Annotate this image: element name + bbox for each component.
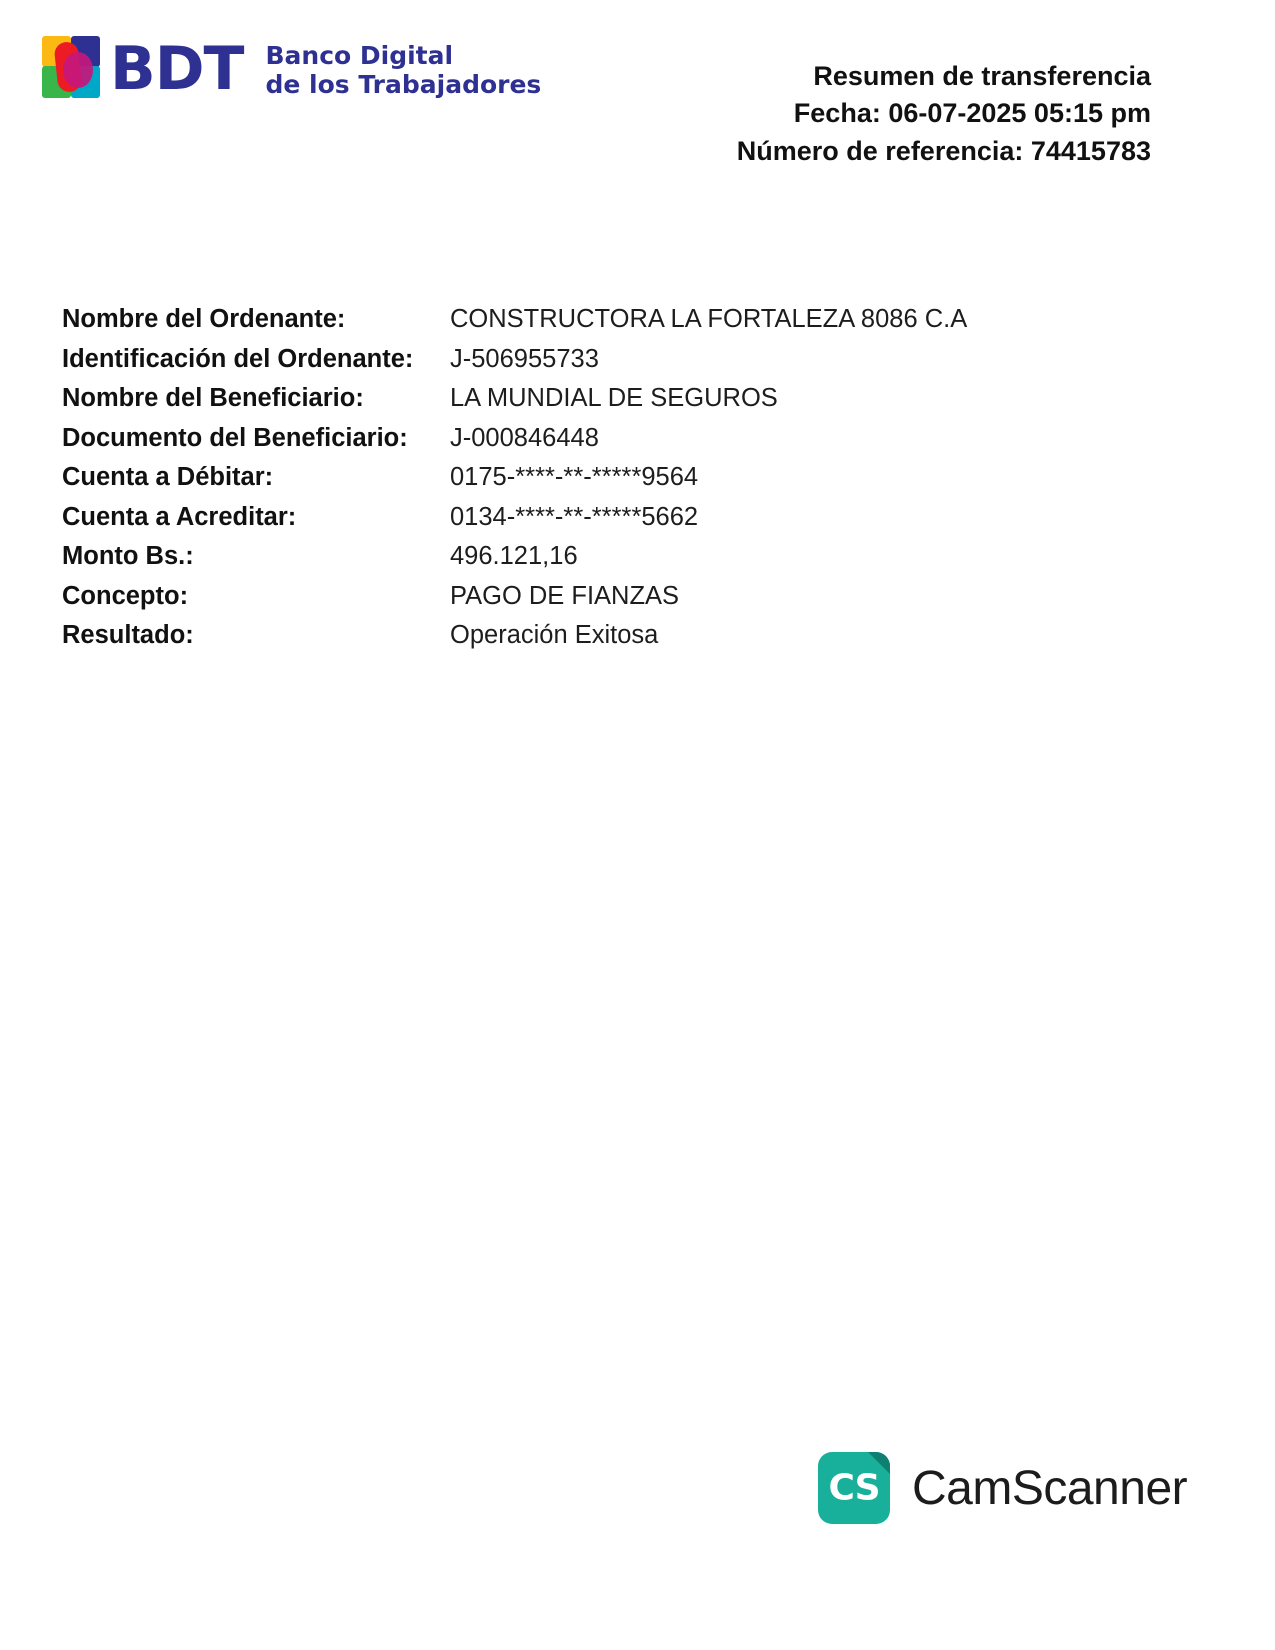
logo-acronym: BDT <box>110 34 244 104</box>
detail-value: 0134-****-**-*****5662 <box>450 502 699 531</box>
detail-row <box>62 305 1062 345</box>
detail-value: 0175-****-**-*****9564 <box>450 463 699 491</box>
detail-value: J-000846448 <box>450 423 599 452</box>
detail-label: Identificación del Ordenante: <box>62 344 414 373</box>
detail-value: Operación Exitosa <box>450 621 659 649</box>
detail-row <box>62 345 1062 385</box>
camscanner-watermark <box>818 1452 1187 1524</box>
logo-shape-magenta <box>63 52 93 88</box>
logo-bank-name-line2: de los Trabajadores <box>265 70 542 99</box>
detail-label: Concepto: <box>62 581 189 610</box>
detail-row <box>62 621 1062 661</box>
bdt-logo-icon <box>42 36 100 98</box>
transfer-details-list <box>62 305 1062 661</box>
detail-value: PAGO DE FIANZAS <box>450 581 680 610</box>
logo-bank-name-line1: Banco Digital <box>265 40 454 70</box>
detail-row <box>62 424 1062 464</box>
detail-row <box>62 582 1062 622</box>
detail-row <box>62 463 1062 503</box>
detail-value: LA MUNDIAL DE SEGUROS <box>450 384 778 412</box>
header-summary-block <box>737 58 1151 170</box>
document-header <box>0 28 1275 168</box>
detail-row <box>62 542 1062 582</box>
camscanner-icon-label: CS <box>828 1467 880 1509</box>
detail-value: CONSTRUCTORA LA FORTALEZA 8086 C.A <box>450 305 968 333</box>
page-title: Resumen de transferencia <box>813 61 1151 91</box>
bdt-logo <box>42 34 542 104</box>
detail-row <box>62 503 1062 543</box>
detail-label: Nombre del Beneficiario: <box>62 384 364 412</box>
detail-label: Resultado: <box>62 621 194 649</box>
detail-row <box>62 384 1062 424</box>
logo-bank-name <box>265 41 541 100</box>
detail-label: Nombre del Ordenante: <box>62 305 346 333</box>
detail-label: Cuenta a Acreditar: <box>62 502 297 531</box>
detail-label: Monto Bs.: <box>62 542 194 570</box>
camscanner-label: CamScanner <box>912 1461 1188 1515</box>
transfer-reference: Número de referencia: 74415783 <box>736 135 1151 166</box>
camscanner-icon <box>818 1452 890 1524</box>
detail-value: 496.121,16 <box>450 542 578 570</box>
detail-label: Documento del Beneficiario: <box>62 423 408 452</box>
transfer-date: Fecha: 06-07-2025 05:15 pm <box>793 98 1151 129</box>
detail-label: Cuenta a Débitar: <box>62 463 274 491</box>
detail-value: J-506955733 <box>450 344 599 373</box>
